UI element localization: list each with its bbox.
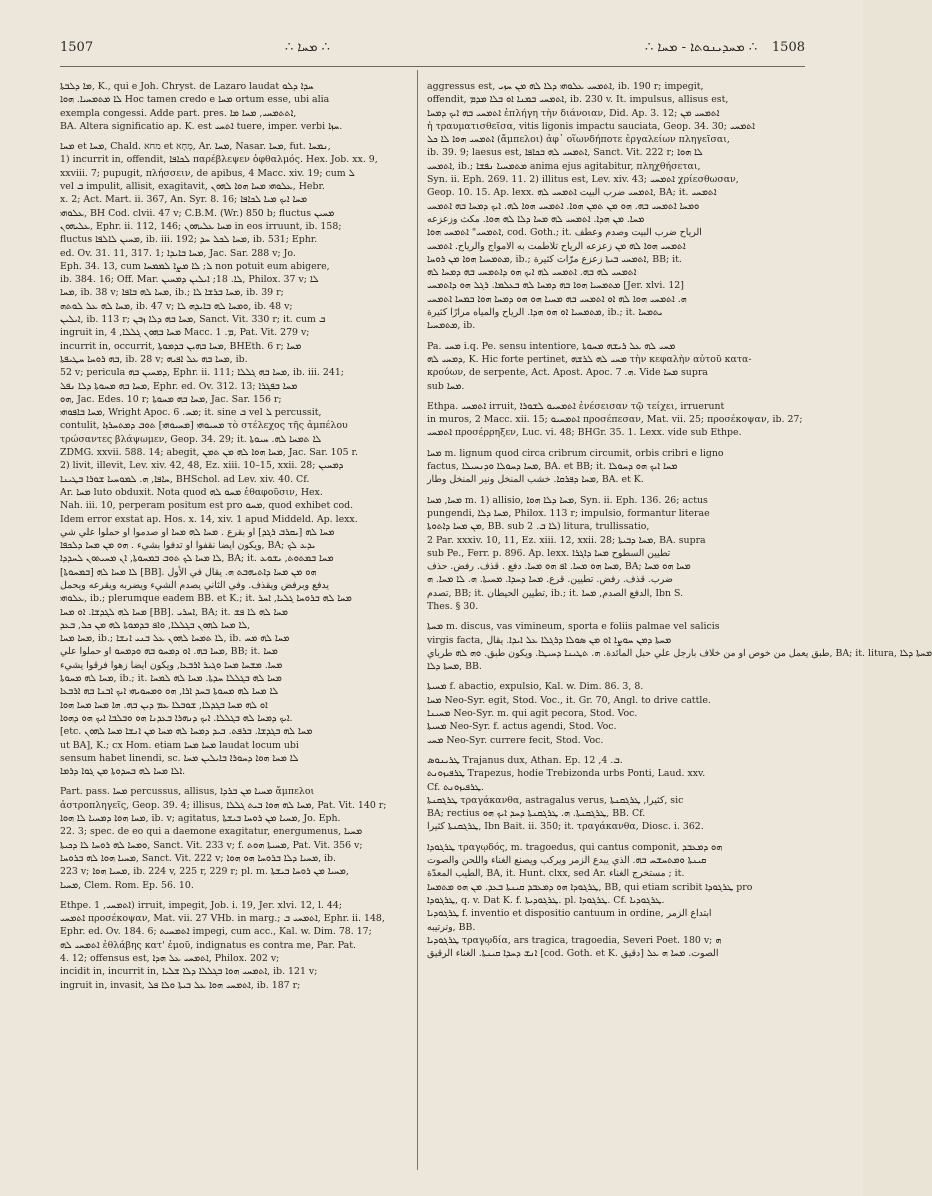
right-column-line: ܛܪܓܘܕܐ ܗܘ ܕܡܥܒܕ ܩܝܢܬܐ ܒܥܕ. ܡܢ ܗܘ ܡܬܡܚܐ, BB, qui etiam scribit ܛܪܓܘܕܐ pro [427,881,753,893]
right-column-line: ܐܬܡܚܝ ܗܘܐ ܠܐ ܟܠ (ἄμπελοι) ἀφ᾽ οἵωνδήποτε ἐργαλείων πληγεῖσαι, [427,134,730,146]
left-column-line: ܠܐ ܡܚܐ ܠܗ ܡܚܘܬܐ ܒܚܕ ܐܪܐ, ܗܘ ܘܡܚܘܝܗܝ ܐܝܟ ܐܒܢܐ ܒܗ ܐܪܒܥܐ [60,686,279,698]
page-number-left: 1507 [60,40,94,55]
right-column-line: ܗ. ܐܬܡܚܝ ܗܘܐ ܠܗ ܐܘ ܐܬܡܚܝ ܒܗ ܡܚܝܐ ܗܘ ܗܘ ܕܡܚܐ ܗܘܐ ܒܡܚܐ ܐܬܡܚܝ [427,293,687,305]
right-column-line: sub ܡܚܐ. [427,380,465,392]
running-header [60,40,805,60]
left-column-line: ingruit in, ܡܚܐ ܒܗܘܢ ܓܠܠܐ, 4 Macc. ܡ. 1, Pat. Vit. 279 v; [60,327,310,339]
right-column-line: virgis facta, ܡܚܬܐ ܕܡܢ ܚܘܨܐ ܐܘ ܡܢ ܣܘܠܐ ܕܪܓܠܐ ܥܠ ܐܝܕܐ. يقال [427,634,672,646]
left-column-line: ܡܚܐ, ib. 38 v; ܡܚܐ ܠܗ ܒܐܦܐ, ib.; ܡܚܐ ܒܪܫܐ ܠܐ, ib. 39 r; [60,287,284,299]
left-column-line: exempla congessi. Adde part. pres. ܐܬܬܡܚܝ, ܡܚܐ ܡܐ, [60,107,297,119]
left-column-line: Part. pass. ܡܚܐ percussus, allisus, ܡܚܝܐ ܡܢ ܒܪܕܐ ἄμπελοι [60,786,315,798]
left-column-gap [60,133,440,140]
left-column-line: Nah. iii. 10, perperam positum est pro ܡܚܘ, quod exhibet cod. [60,500,354,512]
left-column-line: ܡܚܐ ܒܗ ܡܚܘܬܐ ܕܠܐ ܢܦܠ, Ephr. ed. Ov. 312. 13; ܡܚܐ ܒܦܓܪܐ [60,380,298,392]
left-column-line: ܠܐ ܡܚܐ ܠܟ ܬܘܒ ܒܡܚܘܬܐ, ܐܢ ܡܚܝܬܘܢ ܠܚܕܕܐ, BA; it. ܡܚܐ ܒܡܬܘܬ, ܝܫܘܥ [60,553,334,565]
left-column-line: ܡܚܐ ܠܗ ܡܚܘܬܐ, ib.; it. ܡܚܐ ܠܗ ܒܓܠܠܐ ܚܕܬܐ. ܡܚܐ ܠܗ ܠܡܚܐ [60,673,282,685]
right-column-line: BA; rectius ܛܪܓܩܢܬܐ. ܗ. ܛܪܓܩܢܬܐ ܕܚܕ ܐܝܟ ܗܘ, BB. Cf. [427,808,646,820]
left-column-line: ܐܘ ܠܗ ܡܚܐ ܒܓܕܠܐ, ܫܘܒܠܐ ܥܡ ܕܝܢ ܒܗ. ܗܐ ܡܚܐ ܡܚܐ ܗܘܐ [60,699,268,711]
left-column-line: ܠܐ ܡܚܐ ܠܗܘܢ ܒܓܠܠܐ, ܘܐܦ ܒܕܡܘܬܐ ܠܗ ܡܢ ܟܠ, ܒܥܕ, [60,619,251,631]
left-column-line: ܡܚܐ ܒܗ. ܐܘ ܕܡܚܘ ܒܗ ܘܕܡܚܘ او حملوا علي, BB; it. ܡܚܐ [60,646,278,658]
left-column-gap [60,778,440,785]
right-column-line: ܘܡܚܐ ܐܬܡܚܝ ܒܗ. ܗܘ ܡܢ ܬܡܢ ܗܘܐ. ܐܬܡܚܝ ܗܘܐ ܠܗ. ܐܝܟ ܕܡܚܐ ܒܗ ܐܬܡܚܝ [427,200,700,212]
right-column-line: ܛܪܓܘܕܐ τραγῳδός, m. tragoedus, qui cantus componit, ܗܘ ܕܡܥܒܕ [427,841,723,853]
right-column-line: ܛܪܓܘܕܝܐ f. inventio et dispositio cantuum in ordine, ابتداع الزمر [427,908,712,920]
right-column-gap [427,834,807,841]
left-column-line: ܡܚܐ ܠܗ ܥܠ ܠܘܬܗ, ib. 47 v; ܘܡܚܐ ܠܗ ܒܐܝܕܗ ܠܐ, ib. 48 v; [60,300,293,312]
left-column-line: [etc. ܡܚܐ ܠܗ ܒܓܕܫܐ. ܒܪܦܬ. ܒܝܕ ܕܡܚܐ ܠܗ ܡܚܐ ܡܢ ܐܢܫܐ ܡܚܐ ܠܗܘܢ [60,726,313,738]
right-column-line: ܕܡܚܝ ܠܗ, K. Hic forte pertinet, ܡܚܝ ܠܗ ܠܪܫܗ τὴν κεφαλὴν αὐτοῦ κατα- [427,353,752,365]
right-column-line: ܐܢܫ ܕܚܕܐ ܩܝܢܬܐ. الغناء الرقيق [cod. Goth. et K. دقيق] الصوت. ܡܚܐ ܗ ܥܠ [427,948,719,960]
right-column-line: pungendi, ܡܚܐ ܕܠܐ, Philox. 113 r; impulsio, formantur literae [427,507,710,519]
right-column-line: ܛܪܓܩܢܬܐ τραγάκανθα, astragalus verus, كثيرا, ܛܪܓܩܢܬܐ, sic [427,794,684,806]
left-column-line: 223 v; ܡܚܝܐ ܗܘܐ, ib. 224 v, 225 r, 229 r; pl. m. ܡܚܝܐ ܡܢ ܪܘܚܐ ܒܝܫܬܐ, [60,866,349,878]
right-column-line: ܡܚܝܬܐ Neo-Syr. f. actus agendi, Stod. Voc. [427,721,617,733]
right-column-gap [427,487,807,494]
right-column-line: الطيب المعدّة, BA, it. Hunt. clxx, sed Ar. مستخرج الغناء ; it. [427,868,685,880]
right-column-line: ܡܚܝܢܐ Neo-Syr. m. qui agit pecora, Stod. Voc. [427,708,638,720]
left-column-line: ܗܘ, Jac. Edes. 10 r; ܡܚܐ ܒܗ ܡܚܘܬܐ, Jac. Sar. 156 r; [60,393,282,405]
right-column-line: ܡܚܬܐ m. discus, vas vimineum, sporta e foliis palmae vel salicis [427,621,720,633]
right-column-line: ܐܬܡܚܝ ܗܘܐ ܠܗ ܡܢ زعزعه الرياح تلاطمت به الامواج والرياح. ܐܬܡܚܝ [427,240,686,252]
left-column-line: ܘܡܚܐ ܠܗ ܪܘܚܐ ܠܐ ܕܟܝܬܐ, Sanct. Vit. 233 v; f. ܡܚܝܬܐ ܗܘܬ, Pat. Vit. 356 v; [60,839,363,851]
right-column-gap [427,393,807,400]
right-column-line: Ethpa. ܐܬܡܚܝ irruit, ܐܬܡܚܝܘ ܠܫܘܪܐ ἐνέσεισαν τῷ τείχει, irruerunt [427,400,725,412]
right-column-line: ضرب. قذف. رفض. تطيين. قرع. ܡܚܐ ܕܚܕܐ. ܡܚܝܬܐ. ܗ. ܠܐ ܡܚܐ. ܗ [427,574,673,586]
right-column-line: Syn. ii. Eph. 269. 11. 2) illitus est, Lev. xiv. 43; ܐܬܡܚܝ χρίεσθωσαν, [427,174,739,186]
right-column-line: ܡܬܡܚܝܐ ܐܘ ܗܘ ܗܕܐ. الرياح والمياه مرارًا كثيرة, ib.; it. ܝܬܡܚܐ [427,307,663,319]
left-column-line: contulit, ܡܚܝܘܗܝ [ܡܚܝܘܗܝ] ܬܘܒ ܕܡܬܚܪܙܐ τὸ στέλεχος τῆς ἀμπέλου [60,420,348,432]
right-column-line: تصدم, BB; it. تطيين الحيطان, ib.; it. الدفع الصدم, ܡܚܐ, Ibn S. [427,587,684,599]
left-column-line: 22. 3; spec. de eo qui a daemone exagitatur, energumenus, ܡܚܝܐ [60,826,363,838]
right-column-line: ܩܝܢܬܐ ܘܡܬܚܫܚ ܒܗ. الذي يبدع الزمر ويركب ويصنع الغناء واللحن والصوت [427,855,707,867]
left-column-line: incidit in, incurrit in, ܐܬܡܚܝ ܗܘܐ ܒܓܠܠܐ ܕܠܐ ܫܠܝܐ, ib. 121 v; [60,966,318,978]
right-column-line: Thes. § 30. [427,600,479,612]
right-column-gap [427,747,807,754]
left-column-line: Ephr. ed. Ov. 184. 6; ܐܬܡܚܝܬ impegi, cum acc., Kal. w. Dim. 78. 17; [60,926,372,938]
right-column-line: ܡܚܐ ܕܦܪܩܐ. خشب المنخل ونير المنخل وطار, BA. et K. [427,474,644,486]
left-column-line: ἀστροπληγεῖς, Geop. 39. 4; illisus, ܡܚܐ ܠܗ ܗܘܐ ܒܝܬ ܓܠܠܐ, Pat. Vit. 140 r; [60,799,387,811]
left-column-line: 1) incurrit in, offendit, ܠܟܐܦܐ παρέβλεψεν ὀφθαλμός. Hex. Job. xx. 9, [60,154,378,166]
left-column-line: 4. 12; offensus est, ܐܬܡܚܝ ܥܠ ܗܕܐ, Philox. 202 v; [60,953,280,964]
left-column-line: fluctus ܡܚܝܢ ܠܐܠܦܐ, ib. iii. 192; ܡܚܐ ܠܟܠ ܚܕ, ib. 531; Ephr. [60,234,318,246]
left-column-line: ܐܠܐ ܡܚܐ ܠܗ ܒܚܕܘܬܐ ܡܢ ܓܘܐ ܕܪܡܐ. [60,766,186,778]
left-column-line: ܐܝܟ ܕܡܚܐ ܠܗ ܒܓܠܠܐ. ܐܝܟ ܕܢܗܪܐ ܒܥܕܢܐ ܗܘ ܘܒܠܒܐ ܐܝܟ ܗܘ ܕܗܘܐ. [60,712,293,724]
left-column-line: xxviii. 7; pupugit, πλήσσειν, de apibus, 4 Macc. xiv. 19; cum ܠ [60,167,355,179]
right-column-line: ܡܬܡܚܝܐ ܗܘܐ ܒܗ ܕܡܚܐ ܠܗ ܒܥܠܡܐ. ܪܓܠ ܗܘ ܕܐܬܡܚܝ [Jer. xlvi. 12] [427,280,684,292]
right-column-line: ܛܪܓܘܕܐ, q. v. Dat K. f. ܛܪܓܘܕܝܬܐ. pl. ܛܪܓܘܕܐ. Cf. ܛܪܓܘܕܝܐ. [427,894,665,906]
right-column-line: factus, ܡܚܐ ܕܚܘܠܐ ܘܕܢܚܝܠܐ, BA. et BB; it. ܡܚܐ ܐܝܟ ܗܘ ܕܚܘܠܐ [427,461,678,473]
left-column [60,80,440,992]
left-column-line: ܠܐ ܡܚܐ ܠܗ [ܒܡܚܘܬܐ] [BB]. ܗܘ ܡܢ ܡܚܐ ܕܐܬܝܗܒܬ ܗ. يقال في الأول [60,566,317,578]
right-column-line: ܐܬܡܚܝ ܒܗ ܐܝܟ ܕܡܚܐ ἐπλήγη τὴν διάνοιαν, Did. Ap. 3. 12; ܐܬܡܚܝ ܡܢ [427,107,720,119]
right-column-line: ܐܬܡܚܝ προσέρρηξεν, Luc. vi. 48; BHGr. 35. 1. Lexx. vide sub Ethpe. [427,427,742,439]
right-column-line: Geop. 10. 15. Ap. lexx. ܐܬܡܚܝ ضرب البيت ܐܬܡܚܝ ܠܗ, BA; it. ܐܬܡܚܝ [427,187,717,199]
left-column-line: τρώσαντες βλάψωμεν, Geop. 34. 29; it. ܠܐ ܬܡܚܐ ܠܗ. ܚܝܘܬܐ [60,433,322,445]
right-column-line: ܡܢ ܡܚܐ ܕܐܬܘܬܐ, BB. sub ܠܐ ܒ. 2) litura, trullissatio, [427,521,650,533]
right-column-gap [427,673,807,680]
right-column-line: ܡܚܝ Neo-Syr. currere fecit, Stod. Voc. [427,734,604,746]
left-column-line: ܥܠܘܗܝ, BH Cod. clvii. 47 v; C.B.M. (Wr.) 850 b; fluctus ܡܚܝܢ [60,207,335,219]
left-column-line: ingruit in, invasit, ܐܬܡܚܝ ܗܘܐ ܥܠ ܒܝܬܐ ܘܠܐ ܦܠ, ib. 187 r; [60,979,301,991]
right-column-line: ܐܬܡܚܝ" ܐܬܡܚܝ ܗܘܐ, cod. Goth.; it. الرياح ضرب البيت وصدم وعطف [427,227,702,239]
right-column-line: ܡܬܡܚܝܐ, ib. [427,320,476,332]
running-title-right: ∴ ܡܚܕܝܢܘܬܐ - ܡܚܐ ∴ [645,40,758,55]
right-column-line: ܡܚܝܬܐ f. abactio, expulsio, Kal. w. Dim. 86. 3, 8. [427,681,644,693]
right-column-line: κρούων, de serpente, Act. Apost. Apoc. ܗ. 7. Vide ܡܚܐ supra [427,367,708,379]
right-column [427,80,932,960]
left-column-line: ܥܠܝܗܘܢ, Ephr. ii. 112, 146; ܡܚܐ ܥܠܝܗܘܢ in eos irruunt, ib. 158; [60,220,342,232]
left-column-gap [60,892,440,899]
left-column-line: ܐܝܠܝܢ, ib. 113 r; ܡܚܐ ܒܗ ܕܠܐ ܙܒܢ, Sanct. Vit. 330 r; it. cum ܒ [60,314,326,326]
left-column-line: ܐܬܡܚܝ ܠܗ ἐθλάβης κατ' ἐμοῦ, indignatus es contra me, Par. Pat. [60,939,357,951]
left-column-line: ܠܐ ܡܬܡܚܝܐ. ܗܘܐ Hoc tamen credo e ܡܚܐ ortum esse, ubi alia [60,94,330,106]
right-column-gap [427,333,807,340]
left-column-line: Ar. ܡܚܐ luto obduxit. Nota quod ܡܚܘ ܠܗ ἐθαφοῦσιν, Hex. [60,486,323,498]
right-column-line: aggressus est, ܐܬܡܚܝ ܥܠܘܗܝ ܕܠܐ ܠܗ ܡܢ ܚܙܝ, ib. 190 r; impegit, [427,81,704,92]
left-column-line: Idem error exstat ap. Hos. x. 14, xiv. 1 apud Middeld. Ap. lexx. [60,513,358,525]
left-column-line: ܡܚܐ ܠܗ ܠܓܕܫܐ. ܐܘ ܡܚܐ [BB]. ܐܚܪܝ, BA; it. ܡܚܐ ܠܗ ܠܐ ܦܫ [60,606,288,618]
left-column-line: ut BA], K.; cx Hom. etiam ܡܚܐ ܡܚܐ laudat locum ubi [60,739,299,751]
left-column-line: ib. 384. 16; Off. Mar. ܠܐ. 18; ܐܝܠܝܢ ܕܡܚܝܢ, Philox. 37 v; ܠܐ [60,274,319,286]
right-column-line: ܡܚܬܐ ܕܠܐ, BB. [427,661,482,673]
right-column-line: ܛܪܝܢܘܣ Trajanus dux, Athan. Ep. ܒ. 4, 12. [427,754,623,766]
left-column-line: يدفع وبرفض ويقذف. وفي الثاني يصدم الشيء ويضربه ويقرعه ويحمل [60,579,329,591]
left-column-line: ܐܬܡܚܝ προσέκοψαν, Mat. vii. 27 VHb. in marg.; ܐܬܡܚܝ ܒ, Ephr. ii. 148, [60,913,385,925]
right-column-line: ܡܚܐ. ܡܢ ܗܕܐ. ܐܬܡܚܝ ܠܗ ܡܚܐ ܕܠܐ ܠܗ ܗܘܐ. مكث وزعزعه [427,213,645,225]
left-column-line: ܚܐܦܐ, ܗ. ܠܡܘܚܝܐ ܫܘܪܐ ܒܛܝܢܐ, BHSchol. ad Lev. xiv. 40. Cf. [60,473,310,485]
right-column-line: ib. 39. 9; laesus est, ܐܬܡܚܝ ܠܗ ܒܟܐܦܐ, Sanct. Vit. 222 r; ܠܐ ܗܘܐ [427,147,703,159]
page-number-right: 1508 [771,40,805,55]
left-column-line: ܥܠܘܗܝ, ib.; plerumque eadem BB. et K.; it. ܡܚܐ ܠܗ ܒܪܘܚܐ ܓܠܝܐ, ܐܚܪ [60,593,352,605]
left-column-line: 52 v; pericula ܕܡܚܝܢ ܒܗ, Ephr. ii. 111; ܡܚܐ ܒܗ ܓܠܠܐ, ib. iii. 241; [60,367,344,379]
left-column-line: ܒܗ ܪܘܚܐ ܚܛܝܦܬܐ, ib. 28 v; ܡܚܐ ܒܗ ܥܠ ܐܦܝܗ, ib. [60,353,248,365]
right-column-line: ܡܚܐ, ܡܚܐ m. 1) allisio, ܡܚܐ ܕܠܐ ܗܘܐ, Syn. ii. Eph. 136. 26; actus [427,494,708,506]
right-column-line: in muros, 2 Macc. xii. 15; ܐܬܡܚܝܘ προσέπεσαν, Mat. vii. 25; προσέκοψαν, ib. 27; [427,414,803,426]
right-column-gap [427,613,807,620]
left-column-line: x. 2; Act. Mart. ii. 367, An. Syr. 8. 16; ܡܚܐ ܐܝܟ ܡܝܐ ܠܟܐܦܐ [60,194,308,206]
left-column-line: ܡܚܐ ܡܚܐ, ib.; ܠܐ ܬܡܚܐ ܠܗܘܢ ܥܠ ܒܢܝ ܐܢܫܐ, ib. ܡܚܐ ܠܗ ܡܚ [60,633,290,645]
right-column-line: sub Pe., Ferr. p. 896. Ap. lexx. تطيين السطوح ܡܚܐ ܕܐܓܪܐ [427,547,671,559]
left-column-line: ed. Ov. 31. 11, 317. 1; ܡܚܐ ܒܐܝܕܐ, Jac. Sar. 288 v; Jo. [60,247,296,259]
right-column-line: ܛܪܓܩܢܬܐ كثيرا, Ibn Bait. ii. 350; it. τραγάκανθα, Diosc. i. 362. [427,821,704,833]
left-column-line: ܡܚܝܐ ܗܘܐ ܠܗ ܒܪܘܚܐ, Sanct. Vit. 222 v; ܡܚܝܐ ܕܠܐ ܒܪܘܚܐ ܗܘ ܗܘܐ, ib. [60,852,337,864]
right-column-line: ܡܚܐ Neo-Syr. egit, Stod. Voc., it. Gr. 70, Angl. to drive cattle. [427,694,711,706]
header-rule [60,66,805,67]
left-column-line: incurrit in, occurrit, ܡܚܐ ܒܗܝܢ ܒܕܡܘܬܐ, BHEth. 6 r; ܡܚܐ [60,340,302,352]
right-column-line: طبق يعمل من خوص او من خلاف بارجل علي حبل المائدة. ܗ. ܬܛܝܢܐ ܕܚܝܛܐ. ويكون طبق. ܘܗ ܠܗ طرباي, BA; it. litura, ܡܚܬܐ ܕܠܐ [427,647,932,659]
left-column-line: ويكون ايضا نقفوا او تدفوا بشيء . ܗܘ ܡܢ ܡܚܐ ܕܠܟܦܐ, BA; ܝܕܥ ܠܟ [60,540,316,552]
right-column-line: ܡܚܐ ܗܘ ܡܚܐ. ܐܦ ܗܘ ܡܚܐ. دفع . قذف. رفض. حذف, BA; ܡܚܐ ܗܘ ܡܚܐ [427,561,691,573]
right-column-line: ܛܪܓܘܕܝܐ τραγῳδία, ars tragica, tragoedia, Severi Poet. 180 v; ܗ [427,934,722,946]
right-column-line: ܐܬܡܚܝ ܠܗ ܒܗ. ܐܬܡܚܝ ܠܗ ܐܝܟ ܗܘ ܕܐܬܡܚܝ ܒܗ ܕܡܚܐ ܠܗ [427,267,637,279]
left-column-line: ܡܚܐ. ܡܫܚܐ ܡܚܐ ܘܓܝܪ ܐܪܒܥܐ, ويكون ايضا زهوا فرقوا يشيء [60,659,283,671]
right-column-line: Cf. ܛܪܦܝܙܘܢܬ. [427,781,484,793]
right-column-line: ἡ τραυματισθεῖσα, vitis ligonis impactu sauciata, Geop. 34. 30; ܐܬܡܚܝ [427,120,755,132]
left-column-line: ܡܚܐ et ܡܚܐ, Chald. מחא et מְחָא, Ar. ܡܚܐ, Nasar. ܡܚܐ, fut. ܢܡܚܐ, [60,141,331,153]
right-column-line: ܐܬܡܚܝ, ib.; ܡܬܡܚܝܐ ܢܦܫܐ anima ejus agitabitur, πληχθήσεται, [427,160,701,172]
left-column-line: ܡܚܐ ܒܐܦܘܗܝ, Wright Apoc. ܡܚ. 6; it. sine ܒ vel ܠ percussit, [60,407,322,419]
left-column-line: ܡܚܐ ܠܗ [ܝܩܪܒ ܪܓܕ] او بقرع . ܡܚܐ ܠܗ ܡܚܐ او صدموا او حملوا علي شي [60,526,335,538]
left-column-line: Eph. 34. 13, cum ܠ; ܠܐ ܡܨܐ ܠܡܡܚܐ non potuit eum abigere, [60,260,330,272]
left-column-line: sensum habet linendi, sc. ܠܐ ܡܚܐ ܗܘܐ ܕܚܘܪܐ ܒܐܝܠܝܢ ܡܚܐ [60,752,299,764]
left-column-line: ܡܚܐ ܗܘܐ ܕܡܚܝܐ ܠܐ ܗܘܐ, ib. v; agitatus, ܡܚܝܐ ܡܢ ܪܘܚܐ ܒܝܫܬܐ, Jo. Eph. [60,813,341,825]
right-column-line: ܡܬܡܚܝܐ ܗܘܐ ܡܢ ܪܘܚܐ, ib.; ܐܬܡܚܝ ܒܝܬܐ زعزع مرّات كثيرة, BB; it. [427,253,682,265]
left-column-line: ܡܚܝܐ, Clem. Rom. Ep. 56. 10. [60,879,194,891]
left-column-line: ZDMG. xxvii. 588. 14; abegit, ܡܚܐ ܗܘܐ ܠܗ ܡܢ ܬܡܢ, Jac. Sar. 105 r. [60,447,358,459]
right-column-line: offendit, ܐܬܡܚܝ ܒܡܢܐ ܐܘ ܒܠܐ ܡܕܡ, ib. 230 v. It. impulsus, allisus est, [427,94,729,106]
right-column-line: 2 Par. xxxiv. 10, 11, Ez. xiii. 12, xxii. 28; ܡܚܐ ܕܒܝܬܐ, BA. supra [427,534,706,546]
right-column-line: ܡܚܐ m. lignum quod circa cribrum circumit, orbis cribri e ligno [427,447,724,459]
left-column-line: Ethpe. ܐܬܡܚܝ, 1) irruit, impegit, Job. i. 19, Jer. xlvi. 12, l. 44; [60,899,343,911]
left-column-line: vel ܒ impulit, allisit, exagitavit, ܥܠܘܗܝ ܡܚܐ ܗܘܐ ܠܗܘܢ, Hebr. [60,181,325,193]
left-column-line: 2) livit, illevit, Lev. xiv. 42, 48, Ez. xiii. 10–15, xxii. 28; ܕܡܚܝܢ [60,460,344,472]
right-column-line: وترتيبه, BB. [427,921,476,933]
running-title-left: ∴ ܡܚܐ ∴ [285,40,330,55]
left-column-line: BA. Altera significatio ap. K. est ܐܬܚܝ tuere, imper. verbi ܚܙܐ. [60,120,343,132]
left-column-line: ܡܐ ܕܠܒܬܐ, K., qui e Joh. Chryst. de Lazaro laudat ܚܕܐ ܕܠܘ [60,81,314,92]
right-column-gap [427,440,807,447]
right-column-line: ܛܪܦܝܙܘܢܬ Trapezus, hodie Trebizonda urbs Ponti, Laud. xxv. [427,768,706,780]
right-column-line: Pa. ܡܚܝ i.q. Pe. sensu intentiore, ܡܚܝ ܠܗ ܥܠ ܪܝܫܗ ܡܚܘܬܐ [427,340,676,352]
